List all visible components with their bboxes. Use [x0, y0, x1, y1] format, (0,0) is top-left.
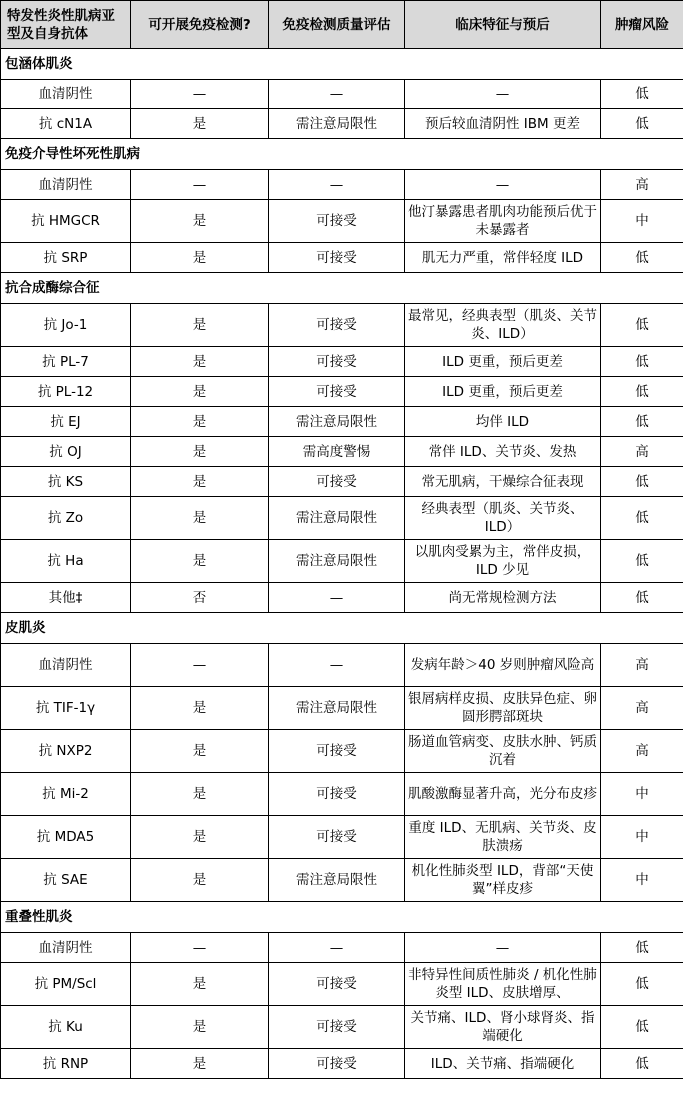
- quality-cell: 需注意局限性: [269, 540, 405, 583]
- tumor-risk-cell: 低: [601, 109, 683, 139]
- quality-cell: 需高度警惕: [269, 437, 405, 467]
- tumor-risk-cell: 低: [601, 497, 683, 540]
- antibody-cell: 血清阴性: [1, 80, 131, 109]
- quality-cell: —: [269, 170, 405, 200]
- table-row: [1, 497, 683, 540]
- antibody-cell: 抗 HMGCR: [1, 200, 131, 243]
- header-testable: 可开展免疫检测?: [131, 1, 269, 49]
- tumor-risk-cell: 低: [601, 467, 683, 497]
- testable-cell: 是: [131, 816, 269, 859]
- tumor-risk-cell: 低: [601, 583, 683, 613]
- tumor-risk-cell: 低: [601, 407, 683, 437]
- antibody-cell: 其他‡: [1, 583, 131, 613]
- clinical-cell: —: [405, 933, 601, 963]
- antibody-cell: 抗 Ku: [1, 1006, 131, 1049]
- clinical-cell: 他汀暴露患者肌肉功能预后优于未暴露者: [405, 200, 601, 243]
- quality-cell: 需注意局限性: [269, 859, 405, 902]
- quality-cell: 需注意局限性: [269, 687, 405, 730]
- quality-cell: —: [269, 644, 405, 687]
- antibody-cell: 抗 KS: [1, 467, 131, 497]
- tumor-risk-cell: 高: [601, 437, 683, 467]
- testable-cell: 是: [131, 200, 269, 243]
- clinical-cell: 发病年龄＞40 岁则肿瘤风险高: [405, 644, 601, 687]
- table-row: [1, 644, 683, 687]
- tumor-risk-cell: 低: [601, 243, 683, 273]
- table-row: [1, 933, 683, 963]
- testable-cell: 是: [131, 859, 269, 902]
- tumor-risk-cell: 中: [601, 859, 683, 902]
- clinical-cell: 经典表型（肌炎、关节炎、ILD）: [405, 497, 601, 540]
- antibody-cell: 抗 SAE: [1, 859, 131, 902]
- section-title: 包涵体肌炎: [1, 49, 683, 80]
- tumor-risk-cell: 高: [601, 170, 683, 200]
- quality-cell: 可接受: [269, 816, 405, 859]
- testable-cell: —: [131, 644, 269, 687]
- antibody-cell: 抗 TIF-1γ: [1, 687, 131, 730]
- testable-cell: 是: [131, 773, 269, 816]
- quality-cell: —: [269, 933, 405, 963]
- clinical-cell: 预后较血清阴性 IBM 更差: [405, 109, 601, 139]
- testable-cell: 是: [131, 467, 269, 497]
- table-row: [1, 1006, 683, 1049]
- header-row: [1, 1, 683, 49]
- testable-cell: —: [131, 80, 269, 109]
- table-row: [1, 377, 683, 407]
- table-row: [1, 347, 683, 377]
- testable-cell: 是: [131, 1006, 269, 1049]
- table-row: [1, 963, 683, 1006]
- quality-cell: 可接受: [269, 1049, 405, 1079]
- header-clinical: 临床特征与预后: [405, 1, 601, 49]
- table-row: [1, 407, 683, 437]
- quality-cell: 可接受: [269, 963, 405, 1006]
- antibody-cell: 抗 EJ: [1, 407, 131, 437]
- antibody-cell: 抗 OJ: [1, 437, 131, 467]
- clinical-cell: 尚无常规检测方法: [405, 583, 601, 613]
- tumor-risk-cell: 低: [601, 377, 683, 407]
- clinical-cell: —: [405, 80, 601, 109]
- quality-cell: 可接受: [269, 773, 405, 816]
- antibody-cell: 抗 PM/Scl: [1, 963, 131, 1006]
- tumor-risk-cell: 低: [601, 540, 683, 583]
- tumor-risk-cell: 低: [601, 1049, 683, 1079]
- quality-cell: 需注意局限性: [269, 407, 405, 437]
- antibody-cell: 抗 Ha: [1, 540, 131, 583]
- clinical-cell: —: [405, 170, 601, 200]
- clinical-cell: 常伴 ILD、关节炎、发热: [405, 437, 601, 467]
- header-tumor-risk: 肿瘤风险: [601, 1, 683, 49]
- tumor-risk-cell: 高: [601, 687, 683, 730]
- quality-cell: 可接受: [269, 200, 405, 243]
- testable-cell: 是: [131, 377, 269, 407]
- tumor-risk-cell: 中: [601, 816, 683, 859]
- quality-cell: 可接受: [269, 347, 405, 377]
- tumor-risk-cell: 低: [601, 347, 683, 377]
- testable-cell: 是: [131, 730, 269, 773]
- clinical-cell: 银屑病样皮损、皮肤异色症、卵圆形腭部斑块: [405, 687, 601, 730]
- table-row: [1, 80, 683, 109]
- header-quality: 免疫检测质量评估: [269, 1, 405, 49]
- testable-cell: 是: [131, 243, 269, 273]
- quality-cell: 可接受: [269, 243, 405, 273]
- section-row: [1, 902, 683, 933]
- testable-cell: 是: [131, 109, 269, 139]
- table-row: [1, 773, 683, 816]
- table-row: [1, 730, 683, 773]
- table-row: [1, 540, 683, 583]
- quality-cell: —: [269, 80, 405, 109]
- clinical-cell: 以肌肉受累为主，常伴皮损，ILD 少见: [405, 540, 601, 583]
- clinical-cell: 均伴 ILD: [405, 407, 601, 437]
- tumor-risk-cell: 低: [601, 1006, 683, 1049]
- quality-cell: 可接受: [269, 1006, 405, 1049]
- table-row: [1, 304, 683, 347]
- tumor-risk-cell: 低: [601, 304, 683, 347]
- table-row: [1, 200, 683, 243]
- tumor-risk-cell: 中: [601, 200, 683, 243]
- testable-cell: 是: [131, 540, 269, 583]
- antibody-cell: 抗 SRP: [1, 243, 131, 273]
- tumor-risk-cell: 高: [601, 644, 683, 687]
- antibody-cell: 抗 MDA5: [1, 816, 131, 859]
- table-row: [1, 859, 683, 902]
- antibody-cell: 抗 RNP: [1, 1049, 131, 1079]
- antibody-cell: 抗 Mi-2: [1, 773, 131, 816]
- section-title: 抗合成酶综合征: [1, 273, 683, 304]
- clinical-cell: 重度 ILD、无肌病、关节炎、皮肤溃疡: [405, 816, 601, 859]
- antibody-cell: 抗 PL-7: [1, 347, 131, 377]
- clinical-cell: 最常见，经典表型（肌炎、关节炎、ILD）: [405, 304, 601, 347]
- section-row: [1, 139, 683, 170]
- clinical-cell: 肌无力严重，常伴轻度 ILD: [405, 243, 601, 273]
- clinical-cell: 机化性肺炎型 ILD，背部“天使翼”样皮疹: [405, 859, 601, 902]
- tumor-risk-cell: 高: [601, 730, 683, 773]
- antibody-cell: 血清阴性: [1, 170, 131, 200]
- section-title: 重叠性肌炎: [1, 902, 683, 933]
- table-row: [1, 583, 683, 613]
- table-row: [1, 467, 683, 497]
- section-title: 免疫介导性坏死性肌病: [1, 139, 683, 170]
- header-subtype: 特发性炎性肌病亚型及自身抗体: [1, 1, 131, 49]
- testable-cell: 是: [131, 497, 269, 540]
- quality-cell: 需注意局限性: [269, 497, 405, 540]
- antibody-cell: 血清阴性: [1, 644, 131, 687]
- antibody-cell: 抗 Zo: [1, 497, 131, 540]
- table-row: [1, 1049, 683, 1079]
- testable-cell: 是: [131, 347, 269, 377]
- quality-cell: —: [269, 583, 405, 613]
- testable-cell: 是: [131, 304, 269, 347]
- section-row: [1, 49, 683, 80]
- table-row: [1, 109, 683, 139]
- clinical-cell: ILD、关节痛、指端硬化: [405, 1049, 601, 1079]
- testable-cell: 是: [131, 1049, 269, 1079]
- testable-cell: 是: [131, 437, 269, 467]
- quality-cell: 可接受: [269, 467, 405, 497]
- table-row: [1, 816, 683, 859]
- table-row: [1, 170, 683, 200]
- tumor-risk-cell: 低: [601, 963, 683, 1006]
- quality-cell: 可接受: [269, 377, 405, 407]
- quality-cell: 可接受: [269, 730, 405, 773]
- table-row: [1, 687, 683, 730]
- antibody-cell: 抗 PL-12: [1, 377, 131, 407]
- testable-cell: —: [131, 933, 269, 963]
- tumor-risk-cell: 低: [601, 80, 683, 109]
- testable-cell: 是: [131, 407, 269, 437]
- antibody-cell: 抗 NXP2: [1, 730, 131, 773]
- quality-cell: 可接受: [269, 304, 405, 347]
- tumor-risk-cell: 中: [601, 773, 683, 816]
- testable-cell: 否: [131, 583, 269, 613]
- clinical-cell: 肌酸激酶显著升高，光分布皮疹: [405, 773, 601, 816]
- testable-cell: 是: [131, 963, 269, 1006]
- table-row: [1, 243, 683, 273]
- section-row: [1, 613, 683, 644]
- table-row: [1, 437, 683, 467]
- antibody-cell: 抗 Jo-1: [1, 304, 131, 347]
- clinical-cell: ILD 更重，预后更差: [405, 347, 601, 377]
- section-row: [1, 273, 683, 304]
- quality-cell: 需注意局限性: [269, 109, 405, 139]
- clinical-cell: 肠道血管病变、皮肤水肿、钙质沉着: [405, 730, 601, 773]
- antibody-cell: 抗 cN1A: [1, 109, 131, 139]
- testable-cell: 是: [131, 687, 269, 730]
- clinical-cell: 常无肌病，干燥综合征表现: [405, 467, 601, 497]
- tumor-risk-cell: 低: [601, 933, 683, 963]
- clinical-cell: ILD 更重，预后更差: [405, 377, 601, 407]
- testable-cell: —: [131, 170, 269, 200]
- antibody-cell: 血清阴性: [1, 933, 131, 963]
- clinical-cell: 非特异性间质性肺炎 / 机化性肺炎型 ILD、皮肤增厚、: [405, 963, 601, 1006]
- section-title: 皮肌炎: [1, 613, 683, 644]
- clinical-cell: 关节痛、ILD、肾小球肾炎、指端硬化: [405, 1006, 601, 1049]
